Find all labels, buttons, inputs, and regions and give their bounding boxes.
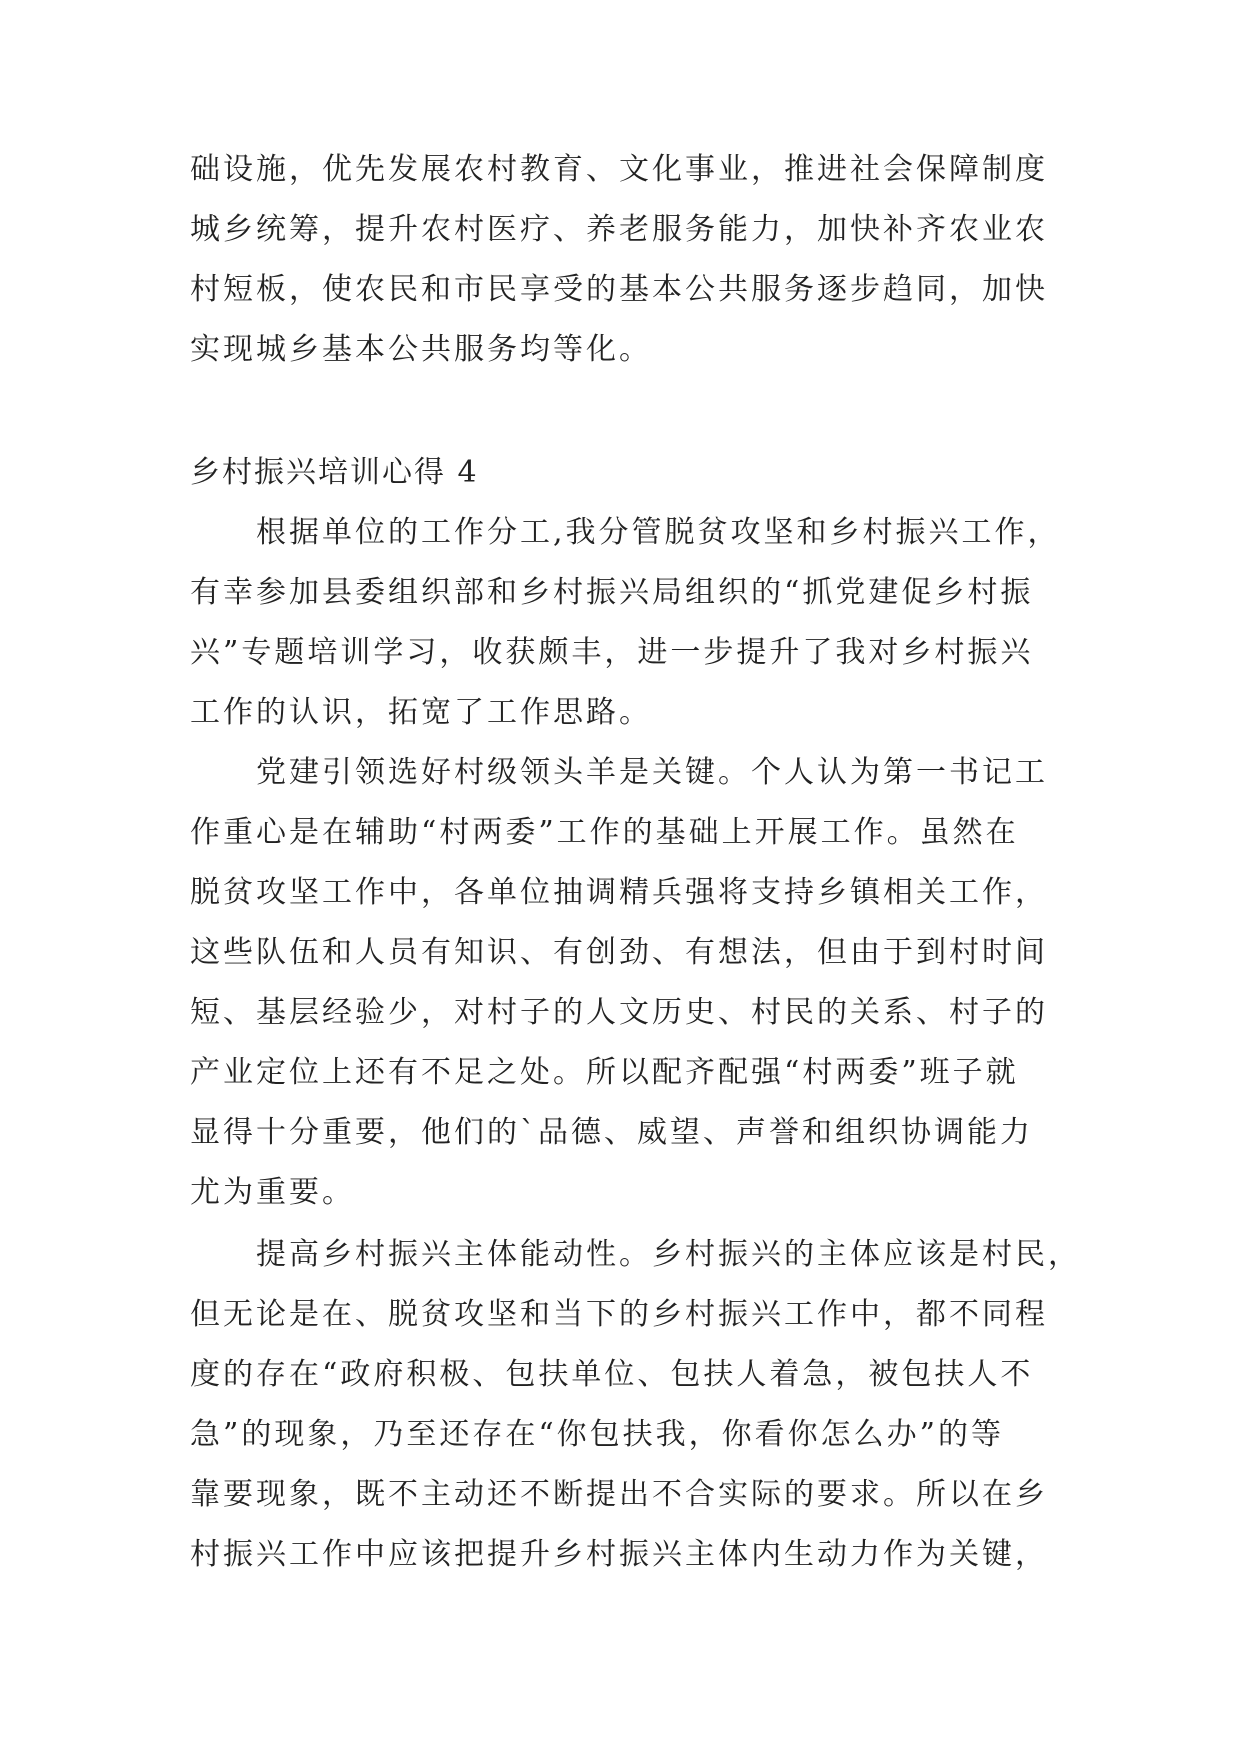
paragraph-2	[190, 743, 1060, 1223]
paragraph-line: 显得十分重要，他们的`品德、威望、声誉和组织协调能力	[190, 1115, 1033, 1150]
paragraph-line: 提高乡村振兴主体能动性。乡村振兴的主体应该是村民，	[256, 1237, 1081, 1272]
paragraph-line: 度的存在“政府积极、包扶单位、包扶人着急，被包扶人不	[190, 1357, 1034, 1392]
paragraph-line: 尤为重要。	[190, 1175, 355, 1210]
paragraph-line: 急”的现象，乃至还存在“你包扶我，你看你怎么办”的等	[190, 1417, 1005, 1452]
paragraph-line: 但无论是在、脱贫攻坚和当下的乡村振兴工作中，都不同程	[190, 1297, 1048, 1332]
continuation-paragraph	[190, 140, 1060, 380]
paragraph-line: 工作的认识，拓宽了工作思路。	[190, 695, 652, 730]
paragraph-line: 这些队伍和人员有知识、有创劲、有想法，但由于到村时间	[190, 935, 1048, 970]
paragraph-line: 础设施，优先发展农村教育、文化事业，推进社会保障制度	[190, 152, 1048, 187]
paragraph-line: 根据单位的工作分工,我分管脱贫攻坚和乡村振兴工作，	[256, 515, 1061, 550]
paragraph-line: 有幸参加县委组织部和乡村振兴局组织的“抓党建促乡村振	[190, 575, 1034, 610]
paragraph-line: 实现城乡基本公共服务均等化。	[190, 332, 652, 367]
paragraph-line: 脱贫攻坚工作中，各单位抽调精兵强将支持乡镇相关工作，	[190, 875, 1048, 910]
section-heading-block	[190, 443, 1060, 503]
paragraph-line: 作重心是在辅助“村两委”工作的基础上开展工作。虽然在	[190, 815, 1019, 850]
paragraph-line: 村振兴工作中应该把提升乡村振兴主体内生动力作为关键，	[190, 1537, 1048, 1572]
paragraph-line: 短、基层经验少，对村子的人文历史、村民的关系、村子的	[190, 995, 1048, 1030]
paragraph-line: 城乡统筹，提升农村医疗、养老服务能力，加快补齐农业农	[190, 212, 1048, 247]
paragraph-line: 产业定位上还有不足之处。所以配齐配强“村两委”班子就	[190, 1055, 1019, 1090]
paragraph-line: 靠要现象，既不主动还不断提出不合实际的要求。所以在乡	[190, 1477, 1048, 1512]
paragraph-line: 兴”专题培训学习，收获颇丰，进一步提升了我对乡村振兴	[190, 635, 1034, 670]
paragraph-1	[190, 503, 1060, 743]
paragraph-line: 党建引领选好村级领头羊是关键。个人认为第一书记工	[256, 755, 1048, 790]
paragraph-line: 村短板，使农民和市民享受的基本公共服务逐步趋同，加快	[190, 272, 1048, 307]
section-title: 乡村振兴培训心得 4	[190, 455, 479, 490]
paragraph-3	[190, 1225, 1081, 1585]
